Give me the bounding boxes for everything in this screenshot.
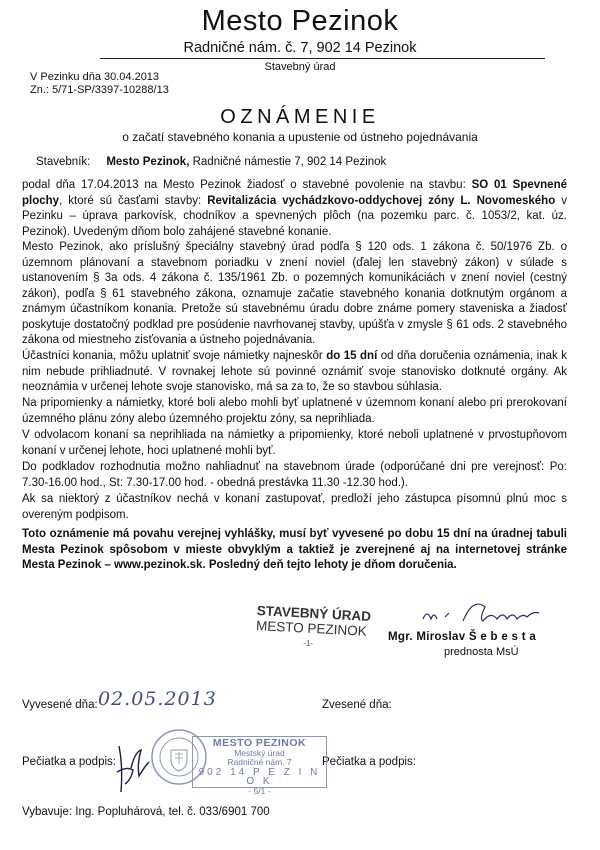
signature-sebesta bbox=[415, 597, 565, 629]
office-stamp-line3: -1- bbox=[302, 638, 314, 649]
city-address: Radničné nám. č. 7, 902 14 Pezinok bbox=[183, 40, 417, 56]
posted-label: Vyvesené dňa: bbox=[22, 699, 98, 711]
city-stamp-line4: 902 14 P E Z I N O K bbox=[198, 766, 321, 787]
stamp-label-right: Pečiatka a podpis: bbox=[322, 756, 416, 768]
p1-bold-a: SO 01 Spevnené plochy bbox=[22, 179, 567, 207]
office-stamp bbox=[255, 603, 371, 654]
city-stamp-line3: Radničné nám. 7 bbox=[227, 757, 292, 767]
notice-title: OZNÁMENIE bbox=[220, 106, 380, 128]
place-date: V Pezinku dňa 30.04.2013 bbox=[30, 71, 160, 83]
office-stamp-line2: MESTO PEZINOK bbox=[255, 618, 368, 639]
builder-address: Radničné námestie 7, 902 14 Pezinok bbox=[189, 156, 387, 168]
paragraph-authority: Mesto Pezinok, ako príslušný špeciálny stavebný úrad podľa § 120 ods. 1 zákona č. 50/1976 Zb. o územnom plánovaní a stavebnom poriadku v znení noviel (ďalej len stavebný zákon) v súlade s ustanovením § 3a ods. 4 zákona č. 135/1961 Zb. o pozemných komunikáciách v znení noviel (cestný zákon), podľa § 61 stavebného zákona, oznamuje začatie stavebného konania dotknutým orgánom a známym účastníkom konania. Pretože sú stavebnému úradu dobre známe pomery staveniska a žiadosť poskytuje dostatočný podklad pre posúdenie navrhovanej stavby, upúšťa v zmysle § 61 ods. 2 stavebného zákona od miestneho zisťovania a ústneho pojednávania. bbox=[22, 241, 567, 346]
paragraph-comments: Na pripomienky a námietky, ktoré boli alebo mohli byť uplatnené v územnom konaní alebo pri prerokovaní územného plánu zóny alebo územného projektu zóny, sa neprihliada. bbox=[22, 397, 567, 425]
notice-subtitle: o začatí stavebného konania a upustenie od ústneho pojednávania bbox=[122, 130, 478, 144]
city-name: Mesto Pezinok bbox=[201, 5, 399, 37]
builder-line bbox=[36, 156, 386, 168]
stamp-label-left: Pečiatka a podpis: bbox=[22, 756, 116, 768]
p1-text-a: podal dňa 17.04.2013 na Mesto Pezinok žiadosť o stavebné povolenie na stavbu: bbox=[22, 179, 472, 191]
header-divider bbox=[100, 58, 545, 59]
prepared-by: Vybavuje: Ing. Popluhárová, tel. č. 033/6901 700 bbox=[22, 806, 270, 818]
signer-role: prednosta MsÚ bbox=[444, 646, 519, 658]
p3-bold: do 15 dní bbox=[326, 350, 378, 362]
removed-label: Zvesené dňa: bbox=[322, 699, 392, 711]
p1-text-c: v Pezinku – úprava parkovísk, chodníkov a spevnených plôch (na pozemku parc. č. 1053/2, kat. úz. Pezinok). Uvedeným dňom bolo zahájené stavebné konanie. bbox=[22, 194, 567, 238]
p3-text-a: Účastníci konania, môžu uplatniť svoje námietky najneskôr bbox=[22, 350, 327, 362]
paragraph-documents: Do podkladov rozhodnutia možno nahliadnuť na stavebnom úrade (odporúčané dni pre verejnosť: Po: 7.30-16.00 hod., St: 7.30-17.00 hod. - obedná prestávka 11.30 -12.30 hod.). bbox=[22, 461, 567, 489]
paragraph-objections bbox=[22, 349, 567, 396]
paragraph-representation: Ak sa niektorý z účastníkov nechá v konaní zastupovať, predloží jeho zástupca písomnú plnú moc s overeným podpisom. bbox=[22, 493, 567, 521]
builder-label: Stavebník: bbox=[36, 156, 91, 168]
p1-text-b: , ktoré sú časťami stavby: bbox=[59, 194, 208, 207]
signer-name: Mgr. Miroslav Š e b e s t a bbox=[388, 631, 537, 643]
paragraph-request bbox=[22, 178, 567, 240]
city-stamp bbox=[192, 736, 327, 796]
city-stamp-line2: Mestský úrad bbox=[234, 747, 285, 758]
office-stamp-line1: STAVEBNÝ ÚRAD bbox=[256, 603, 372, 625]
signature-posting bbox=[113, 742, 155, 800]
reference-number: Zn.: 5/71-SP/3397-10288/13 bbox=[30, 84, 169, 96]
paragraph-public-notice: Toto oznámenie má povahu verejnej vyhlášky, musí byť vyvesené po dobu 15 dní na úradnej tabuli Mesta Pezinok spôsobom v mieste obvyklým a taktiež je zverejnené aj na internetovej stránke Mesta Pezinok – www.pezinok.sk. Posledný deň tejto lehoty je dňom doručenia. bbox=[22, 528, 567, 571]
p3-text-b: od dňa doručenia oznámenia, inak k nim nebude prihliadnuté. V rovnakej lehote sú povinné oznámiť svoje stanovisko dotknuté orgány. Ak neoznámia v určenej lehote svoje stanovisko, má sa za to, že so stavbou súhlasia. bbox=[22, 350, 567, 393]
city-stamp-line1: MESTO PEZINOK bbox=[212, 737, 307, 749]
p1-bold-b: Revitalizácia vychádzkovo-oddychovej zóny L. Novomeského bbox=[207, 194, 556, 207]
posted-date: 02.05.2013 bbox=[98, 688, 217, 710]
city-stamp-line5: - 5/1 - bbox=[248, 785, 271, 796]
paragraph-appeal: V odvolacom konaní sa neprihliada na námietky a pripomienky, ktoré neboli uplatnené v prvostupňovom konaní v určenej lehote, hoci uplatnené mohli byť. bbox=[22, 429, 567, 457]
office-name: Stavebný úrad bbox=[264, 61, 336, 73]
builder-name: Mesto Pezinok, bbox=[106, 156, 190, 168]
